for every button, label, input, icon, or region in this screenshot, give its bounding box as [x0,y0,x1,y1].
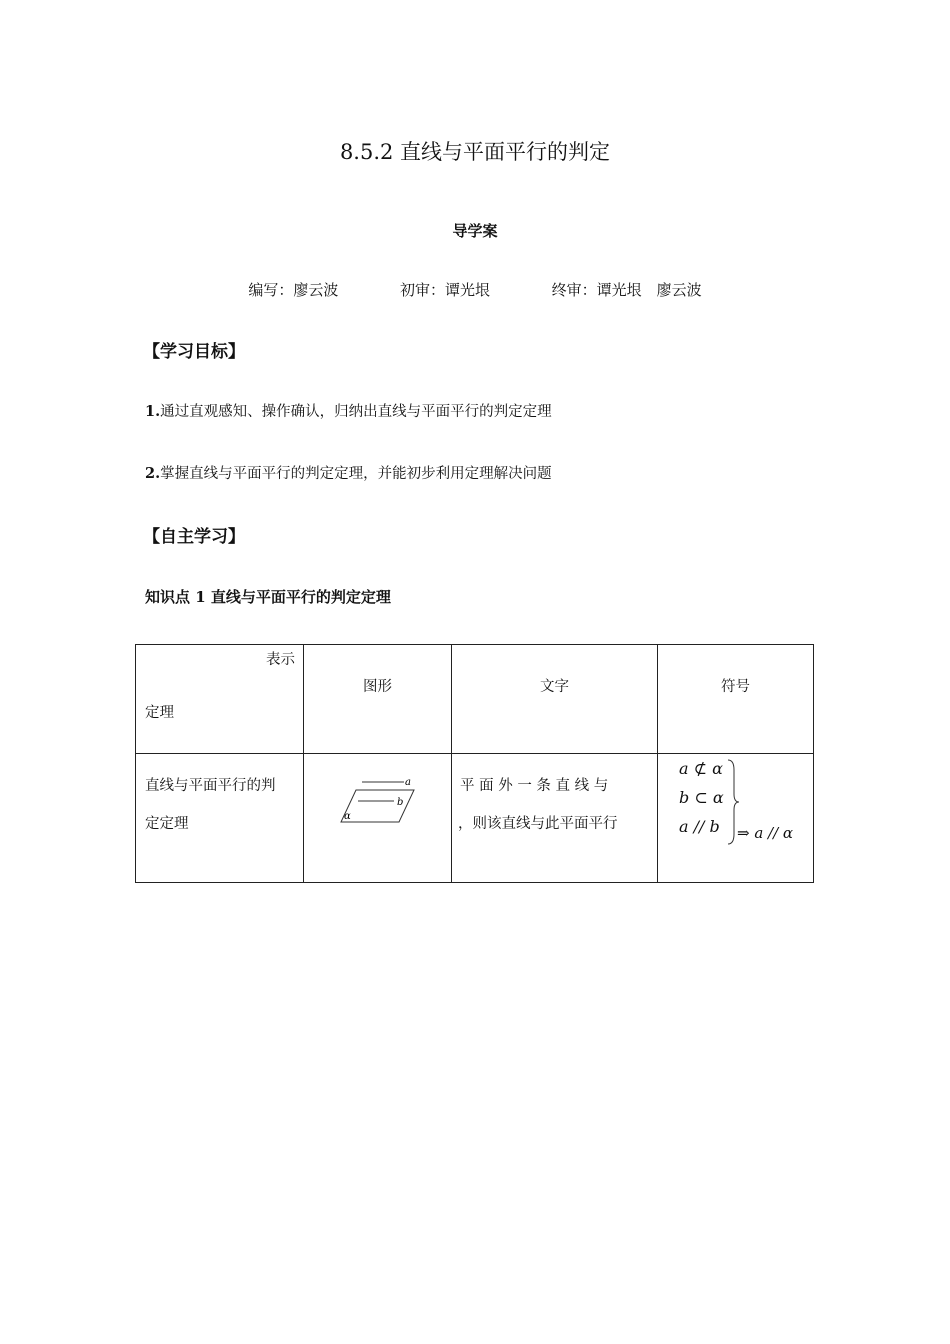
objective-number: 2. [145,465,161,482]
page-title: 8.5.2 直线与平面平行的判定 [339,140,611,164]
header-symbol: 符号 [721,679,750,695]
figure-cell [304,754,452,883]
editor: 编写：廖云波 [248,281,339,299]
theorem-name-cell [136,754,304,883]
symbol-line2: b ⊂ α [679,788,724,807]
header-cell [658,645,814,754]
header-text: 文字 [540,679,569,695]
page-subtitle: 导学案 [452,222,498,240]
knowledge-point-title: 知识点 1 直线与平面平行的判定定理 [145,588,391,606]
header-cell [452,645,658,754]
objectives-heading: 【学习目标】 [143,342,245,362]
corner-bottom-label: 定理 [145,705,174,721]
corner-cell [136,645,304,754]
theorem-name-line2: 定定理 [145,816,189,832]
corner-top-label: 表示 [266,652,295,668]
text-cell [452,754,658,883]
theorem-text-line1: 平 面 外 一 条 直 线 与 [460,778,609,794]
self-study-heading: 【自主学习】 [143,527,245,547]
label-alpha: α [344,811,351,822]
objective-item [145,400,552,421]
final-reviewer: 终审：谭光垠 廖云波 [551,281,702,299]
first-reviewer: 初审：谭光垠 [399,281,490,299]
symbol-line3: a // b [679,817,720,836]
theorem-text-line2: ，则该直线与此平面平行 [458,816,618,832]
symbol-line1: a ⊄ α [679,759,723,778]
objective-item [145,462,552,483]
label-b: b [397,797,404,808]
theorem-name-line1: 直线与平面平行的判 [145,778,276,794]
table-row [136,754,814,883]
header-figure: 图形 [363,679,392,695]
header-cell [304,645,452,754]
objective-number: 1. [145,403,161,420]
symbol-conclusion: ⇒ a // α [737,824,794,842]
author-line [0,279,950,300]
parallel-figure [304,754,451,882]
label-a: a [405,777,411,788]
table-header-row [136,645,814,754]
objective-text: 掌握直线与平面平行的判定定理，并能初步利用定理解决问题 [160,466,552,482]
theorem-table [135,644,814,883]
objective-text: 通过直观感知、操作确认，归纳出直线与平面平行的判定定理 [160,404,552,420]
symbol-cell [658,754,814,883]
